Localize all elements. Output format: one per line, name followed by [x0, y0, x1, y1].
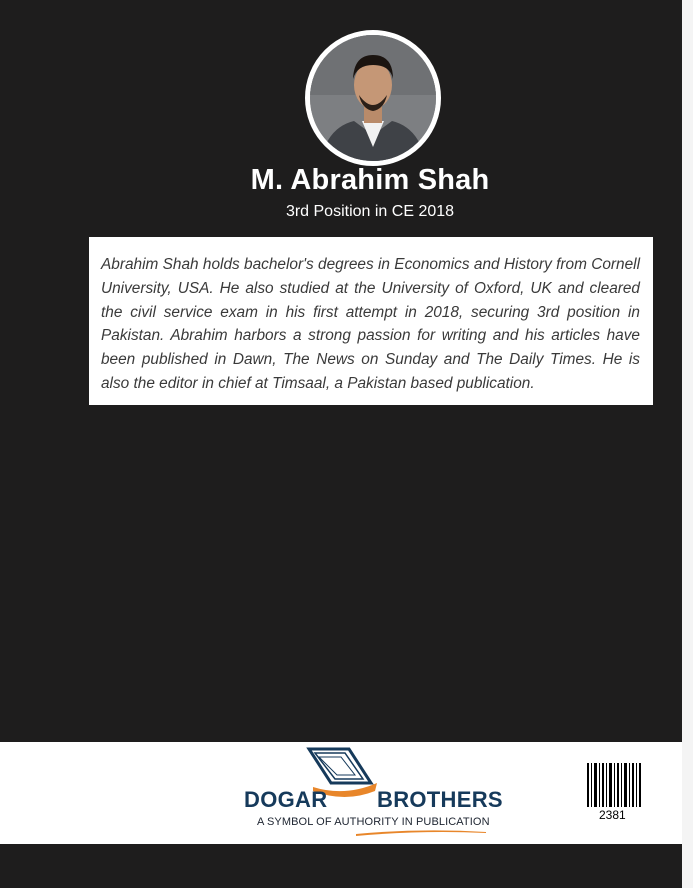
- author-name: M. Abrahim Shah: [250, 164, 490, 196]
- author-photo: [305, 30, 441, 166]
- author-position: 3rd Position in CE 2018: [285, 203, 455, 220]
- publisher-name-left: DOGAR: [244, 787, 328, 812]
- barcode-number: 2381: [599, 808, 626, 822]
- barcode: [587, 763, 641, 807]
- author-bio: Abrahim Shah holds bachelor's degrees in Economics and History from Cornell University, USA. He also studied at the University of Oxford, UK and cleared the civil service exam in his first attempt in 2018, securing 3rd position in Pakistan. Abrahim harbors a strong passion for writing and his articles have been published in Dawn, The News on Sunday and The Daily Times. He is also the editor in chief at Timsaal, a Pakistan based publication.: [101, 256, 640, 392]
- bio-box: [89, 237, 653, 405]
- tagline-underline: [356, 828, 486, 836]
- publisher-name-right: BROTHERS: [377, 787, 503, 812]
- publisher-footer: [0, 742, 682, 844]
- bottom-bar: [0, 844, 682, 888]
- publisher-tagline: A SYMBOL OF AUTHORITY IN PUBLICATION: [257, 816, 490, 828]
- page-edge: [682, 0, 693, 888]
